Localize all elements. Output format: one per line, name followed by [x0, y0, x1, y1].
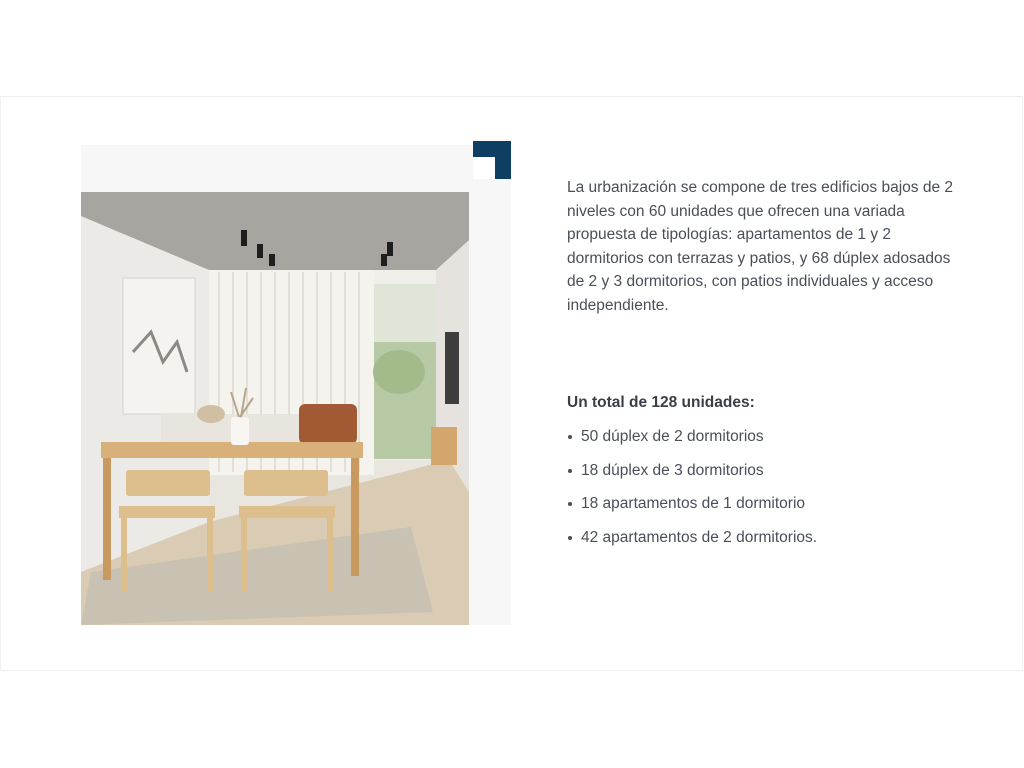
- description-paragraph: La urbanización se compone de tres edificios bajos de 2 niveles con 60 unidades que ofrecen una variada propuesta de tipologías: apartamentos de 1 y 2 dormitorios con terrazas y patios, y 68 dúplex adosados de 2 y 3 dormitorios, con patios individuales y acceso independiente.: [567, 179, 954, 314]
- list-item: 50 dúplex de 2 dormitorios: [567, 426, 817, 460]
- units-list: [567, 426, 817, 560]
- list-item: 18 dúplex de 3 dormitorios: [567, 460, 817, 494]
- description-column: [567, 176, 967, 317]
- corner-accent-mark: [473, 141, 511, 179]
- list-item: 42 apartamentos de 2 dormitorios.: [567, 527, 817, 561]
- list-item: 18 apartamentos de 1 dormitorio: [567, 493, 817, 527]
- units-heading: Un total de 128 unidades:: [567, 394, 755, 411]
- interior-render-image: [81, 192, 469, 625]
